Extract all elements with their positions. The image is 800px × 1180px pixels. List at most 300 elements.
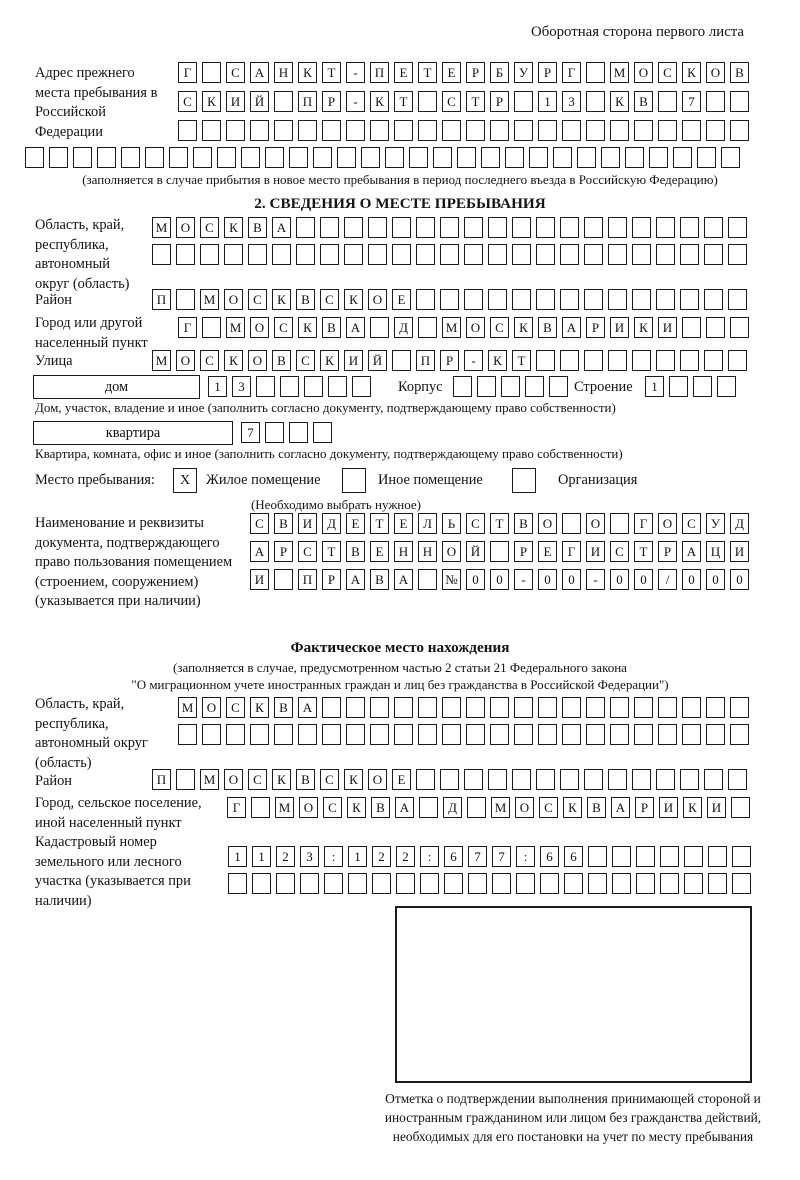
char-cell: Р: [586, 317, 605, 338]
char-cell: [538, 697, 557, 718]
char-cell: 7: [241, 422, 260, 443]
char-cell: [586, 120, 605, 141]
char-cell: И: [344, 350, 363, 371]
char-cell: О: [368, 289, 387, 310]
charbox-row-prev-address-1: [178, 62, 749, 83]
label-street: Улица: [35, 353, 73, 369]
char-cell: [313, 422, 332, 443]
char-cell: С: [274, 317, 293, 338]
char-cell: [252, 873, 271, 894]
char-cell: [636, 873, 655, 894]
char-cell: [704, 289, 723, 310]
char-cell: Т: [370, 513, 389, 534]
char-cell: [560, 289, 579, 310]
char-cell: [392, 217, 411, 238]
char-cell: [730, 91, 749, 112]
char-cell: :: [516, 846, 535, 867]
char-cell: [516, 873, 535, 894]
char-cell: 2: [396, 846, 415, 867]
stamp-box: [395, 906, 752, 1083]
char-cell: [416, 217, 435, 238]
char-cell: В: [634, 91, 653, 112]
char-cell: Е: [346, 513, 365, 534]
char-cell: 6: [444, 846, 463, 867]
char-cell: К: [272, 289, 291, 310]
char-cell: [440, 217, 459, 238]
char-cell: К: [683, 797, 702, 818]
label-cadastre: Кадастровый номер земельного или лесного участка (указывается при наличии): [35, 834, 191, 909]
charbox-row-doc-3: [250, 569, 749, 590]
char-cell: [324, 873, 343, 894]
char-cell: Т: [322, 541, 341, 562]
char-cell: Г: [178, 317, 197, 338]
char-cell: [514, 697, 533, 718]
char-cell: Т: [394, 91, 413, 112]
char-cell: [370, 724, 389, 745]
char-cell: [274, 91, 293, 112]
char-cell: [169, 147, 188, 168]
apartment-type-box: квартира: [33, 421, 233, 445]
char-cell: 0: [730, 569, 749, 590]
char-cell: П: [298, 91, 317, 112]
char-cell: С: [296, 350, 315, 371]
char-cell: [488, 244, 507, 265]
char-cell: 3: [232, 376, 251, 397]
char-cell: [610, 724, 629, 745]
char-cell: И: [250, 569, 269, 590]
char-cell: Р: [466, 62, 485, 83]
char-cell: [176, 289, 195, 310]
char-cell: К: [250, 697, 269, 718]
char-cell: С: [658, 62, 677, 83]
char-cell: К: [298, 317, 317, 338]
char-cell: [394, 120, 413, 141]
char-cell: [464, 217, 483, 238]
char-cell: [634, 697, 653, 718]
char-cell: [634, 724, 653, 745]
char-cell: К: [634, 317, 653, 338]
char-cell: [418, 569, 437, 590]
char-cell: [706, 120, 725, 141]
char-cell: [442, 724, 461, 745]
char-cell: С: [178, 91, 197, 112]
char-cell: -: [346, 91, 365, 112]
char-cell: [121, 147, 140, 168]
char-cell: М: [200, 769, 219, 790]
char-cell: [656, 289, 675, 310]
char-cell: Ь: [442, 513, 461, 534]
note-choose: (Необходимо выбрать нужное): [250, 497, 422, 512]
char-cell: И: [659, 797, 678, 818]
char-cell: [298, 724, 317, 745]
char-cell: [176, 244, 195, 265]
char-cell: Р: [322, 91, 341, 112]
char-cell: [680, 289, 699, 310]
char-cell: 7: [682, 91, 701, 112]
note-prev-address: (заполняется в случае прибытия в новое место пребывания в период последнего въезда в Российскую Федерацию): [82, 172, 718, 187]
char-cell: [608, 217, 627, 238]
char-cell: [226, 724, 245, 745]
char-cell: [418, 91, 437, 112]
char-cell: [442, 120, 461, 141]
char-cell: 0: [490, 569, 509, 590]
actual-location-title: Фактическое место нахождения: [290, 639, 510, 656]
char-cell: Т: [490, 513, 509, 534]
char-cell: 2: [372, 846, 391, 867]
char-cell: [732, 873, 751, 894]
char-cell: [706, 317, 725, 338]
char-cell: О: [466, 317, 485, 338]
char-cell: 3: [300, 846, 319, 867]
char-cell: В: [296, 289, 315, 310]
char-cell: О: [538, 513, 557, 534]
char-cell: [608, 244, 627, 265]
char-cell: [684, 846, 703, 867]
label-organization: Организация: [558, 472, 638, 488]
char-cell: В: [274, 513, 293, 534]
char-cell: [228, 873, 247, 894]
char-cell: [562, 697, 581, 718]
char-cell: А: [682, 541, 701, 562]
char-cell: Г: [634, 513, 653, 534]
char-cell: А: [611, 797, 630, 818]
char-cell: И: [658, 317, 677, 338]
char-cell: [632, 244, 651, 265]
char-cell: Й: [250, 91, 269, 112]
char-cell: А: [272, 217, 291, 238]
char-cell: [481, 147, 500, 168]
char-cell: [632, 350, 651, 371]
char-cell: [444, 873, 463, 894]
char-cell: О: [250, 317, 269, 338]
char-cell: [684, 873, 703, 894]
char-cell: [370, 317, 389, 338]
char-cell: [368, 244, 387, 265]
char-cell: Г: [227, 797, 246, 818]
char-cell: 7: [492, 846, 511, 867]
char-cell: М: [275, 797, 294, 818]
char-cell: К: [344, 289, 363, 310]
char-cell: 1: [228, 846, 247, 867]
char-cell: [372, 873, 391, 894]
char-cell: [337, 147, 356, 168]
char-cell: [584, 217, 603, 238]
char-cell: [464, 289, 483, 310]
char-cell: Т: [634, 541, 653, 562]
char-cell: С: [320, 289, 339, 310]
char-cell: [525, 376, 544, 397]
char-cell: Д: [322, 513, 341, 534]
char-cell: А: [394, 569, 413, 590]
char-cell: К: [320, 350, 339, 371]
char-cell: [97, 147, 116, 168]
charbox-row-cadastre-2: [228, 873, 751, 894]
char-cell: М: [152, 217, 171, 238]
char-cell: [538, 724, 557, 745]
char-cell: [193, 147, 212, 168]
char-cell: [440, 289, 459, 310]
label-actual-district: Район: [35, 773, 72, 789]
char-cell: К: [370, 91, 389, 112]
char-cell: [419, 797, 438, 818]
char-cell: [514, 724, 533, 745]
char-cell: Е: [370, 541, 389, 562]
char-cell: [25, 147, 44, 168]
stamp-caption: Отметка о подтверждении выполнения принимающей стороной и иностранным гражданином или лицом без гражданства действий, необходимых для его постановки на учет по месту пребывания: [384, 1091, 762, 1144]
char-cell: [612, 846, 631, 867]
char-cell: [152, 244, 171, 265]
char-cell: К: [563, 797, 582, 818]
char-cell: [352, 376, 371, 397]
char-cell: М: [491, 797, 510, 818]
char-cell: [680, 244, 699, 265]
char-cell: Р: [274, 541, 293, 562]
char-cell: [658, 724, 677, 745]
char-cell: [320, 244, 339, 265]
char-cell: [322, 724, 341, 745]
char-cell: [73, 147, 92, 168]
char-cell: [490, 697, 509, 718]
char-cell: В: [371, 797, 390, 818]
char-cell: [466, 120, 485, 141]
char-cell: [584, 350, 603, 371]
char-cell: Г: [178, 62, 197, 83]
char-cell: [706, 91, 725, 112]
label-region: Область, край, республика, автономный округ (область): [35, 217, 130, 292]
char-cell: 1: [645, 376, 664, 397]
char-cell: [560, 350, 579, 371]
char-cell: В: [296, 769, 315, 790]
char-cell: [248, 244, 267, 265]
label-korpus: Корпус: [398, 379, 443, 395]
char-cell: [344, 217, 363, 238]
char-cell: [656, 217, 675, 238]
char-cell: [697, 147, 716, 168]
charbox-row-prev-address-3: [178, 120, 749, 141]
char-cell: А: [250, 541, 269, 562]
char-cell: [265, 147, 284, 168]
char-cell: С: [226, 697, 245, 718]
checkbox-residential: X: [173, 468, 197, 493]
char-cell: М: [610, 62, 629, 83]
char-cell: С: [248, 289, 267, 310]
char-cell: [274, 569, 293, 590]
char-cell: [394, 697, 413, 718]
char-cell: [680, 769, 699, 790]
char-cell: [682, 120, 701, 141]
char-cell: [732, 846, 751, 867]
char-cell: [492, 873, 511, 894]
char-cell: -: [514, 569, 533, 590]
char-cell: Г: [562, 62, 581, 83]
char-cell: [466, 697, 485, 718]
char-cell: [274, 724, 293, 745]
char-cell: [464, 769, 483, 790]
charbox-row-cadastre-1: [228, 846, 751, 867]
char-cell: [250, 120, 269, 141]
char-cell: А: [250, 62, 269, 83]
char-cell: [728, 244, 747, 265]
char-cell: [529, 147, 548, 168]
char-cell: 0: [538, 569, 557, 590]
char-cell: [706, 697, 725, 718]
char-cell: [370, 120, 389, 141]
char-cell: [564, 873, 583, 894]
char-cell: [467, 797, 486, 818]
char-cell: В: [322, 317, 341, 338]
char-cell: [601, 147, 620, 168]
char-cell: [514, 120, 533, 141]
char-cell: [298, 120, 317, 141]
char-cell: [536, 217, 555, 238]
char-cell: [328, 376, 347, 397]
char-cell: 0: [682, 569, 701, 590]
char-cell: [202, 317, 221, 338]
char-cell: [636, 846, 655, 867]
char-cell: [346, 697, 365, 718]
char-cell: [440, 769, 459, 790]
charbox-row-region-1: [152, 217, 747, 238]
char-cell: [656, 769, 675, 790]
char-cell: [346, 120, 365, 141]
char-cell: [200, 244, 219, 265]
char-cell: [512, 217, 531, 238]
char-cell: 6: [564, 846, 583, 867]
char-cell: [490, 724, 509, 745]
char-cell: Т: [418, 62, 437, 83]
char-cell: [708, 873, 727, 894]
char-cell: [433, 147, 452, 168]
char-cell: [536, 244, 555, 265]
char-cell: М: [200, 289, 219, 310]
charbox-row-prev-address-2: [178, 91, 749, 112]
char-cell: [274, 120, 293, 141]
char-cell: И: [707, 797, 726, 818]
note-apartment: Квартира, комната, офис и иное (заполнить согласно документу, подтверждающему право собственности): [35, 446, 623, 461]
char-cell: [728, 350, 747, 371]
char-cell: [586, 724, 605, 745]
charbox-row-korpus: [453, 376, 568, 397]
char-cell: Р: [440, 350, 459, 371]
char-cell: [250, 724, 269, 745]
char-cell: С: [250, 513, 269, 534]
char-cell: [728, 289, 747, 310]
char-cell: [560, 244, 579, 265]
label-other-premises: Иное помещение: [378, 472, 483, 488]
char-cell: [586, 62, 605, 83]
char-cell: С: [200, 217, 219, 238]
char-cell: [730, 697, 749, 718]
char-cell: О: [515, 797, 534, 818]
char-cell: [392, 244, 411, 265]
char-cell: [490, 541, 509, 562]
char-cell: 1: [208, 376, 227, 397]
char-cell: Г: [562, 541, 581, 562]
char-cell: О: [368, 769, 387, 790]
char-cell: [416, 289, 435, 310]
char-cell: [536, 350, 555, 371]
char-cell: А: [346, 317, 365, 338]
char-cell: Д: [730, 513, 749, 534]
char-cell: М: [442, 317, 461, 338]
char-cell: [394, 724, 413, 745]
char-cell: [632, 289, 651, 310]
label-residential: Жилое помещение: [206, 472, 321, 488]
charbox-row-actual-region-2: [178, 724, 749, 745]
label-doc: Наименование и реквизиты документа, подтверждающего право пользования помещением (строением, сооружением) (указывается при наличии): [35, 515, 233, 609]
char-cell: В: [730, 62, 749, 83]
char-cell: С: [490, 317, 509, 338]
char-cell: [721, 147, 740, 168]
char-cell: В: [272, 350, 291, 371]
char-cell: [730, 724, 749, 745]
char-cell: [560, 217, 579, 238]
char-cell: [420, 873, 439, 894]
label-stroenie: Строение: [574, 379, 633, 395]
char-cell: И: [226, 91, 245, 112]
char-cell: [560, 769, 579, 790]
char-cell: [588, 846, 607, 867]
charbox-row-actual-region-1: [178, 697, 749, 718]
char-cell: [313, 147, 332, 168]
char-cell: [265, 422, 284, 443]
char-cell: К: [682, 62, 701, 83]
char-cell: С: [539, 797, 558, 818]
char-cell: [416, 244, 435, 265]
char-cell: [540, 873, 559, 894]
char-cell: А: [395, 797, 414, 818]
char-cell: [632, 769, 651, 790]
char-cell: [385, 147, 404, 168]
char-cell: [660, 846, 679, 867]
char-cell: [632, 217, 651, 238]
char-cell: [418, 697, 437, 718]
char-cell: М: [226, 317, 245, 338]
char-cell: [730, 120, 749, 141]
house-type-box: дом: [33, 375, 200, 399]
charbox-row-actual-city: [227, 797, 750, 818]
char-cell: О: [586, 513, 605, 534]
char-cell: К: [272, 769, 291, 790]
note-house: Дом, участок, владение и иное (заполнить согласно документу, подтверждающему право собственности): [35, 400, 616, 415]
char-cell: О: [658, 513, 677, 534]
char-cell: [608, 769, 627, 790]
section2-title: 2. СВЕДЕНИЯ О МЕСТЕ ПРЕБЫВАНИЯ: [254, 195, 546, 212]
char-cell: С: [248, 769, 267, 790]
char-cell: [562, 724, 581, 745]
char-cell: К: [514, 317, 533, 338]
char-cell: 7: [468, 846, 487, 867]
char-cell: С: [610, 541, 629, 562]
char-cell: [145, 147, 164, 168]
char-cell: [512, 244, 531, 265]
charbox-row-apartment-number: [241, 422, 332, 443]
label-district: Район: [35, 292, 72, 308]
char-cell: [536, 289, 555, 310]
char-cell: [682, 697, 701, 718]
char-cell: [584, 244, 603, 265]
char-cell: [610, 513, 629, 534]
checkbox-other-premises: [342, 468, 366, 493]
char-cell: В: [248, 217, 267, 238]
charbox-row-actual-district: [152, 769, 747, 790]
char-cell: М: [152, 350, 171, 371]
char-cell: С: [320, 769, 339, 790]
char-cell: П: [298, 569, 317, 590]
char-cell: О: [202, 697, 221, 718]
char-cell: [634, 120, 653, 141]
char-cell: [588, 873, 607, 894]
